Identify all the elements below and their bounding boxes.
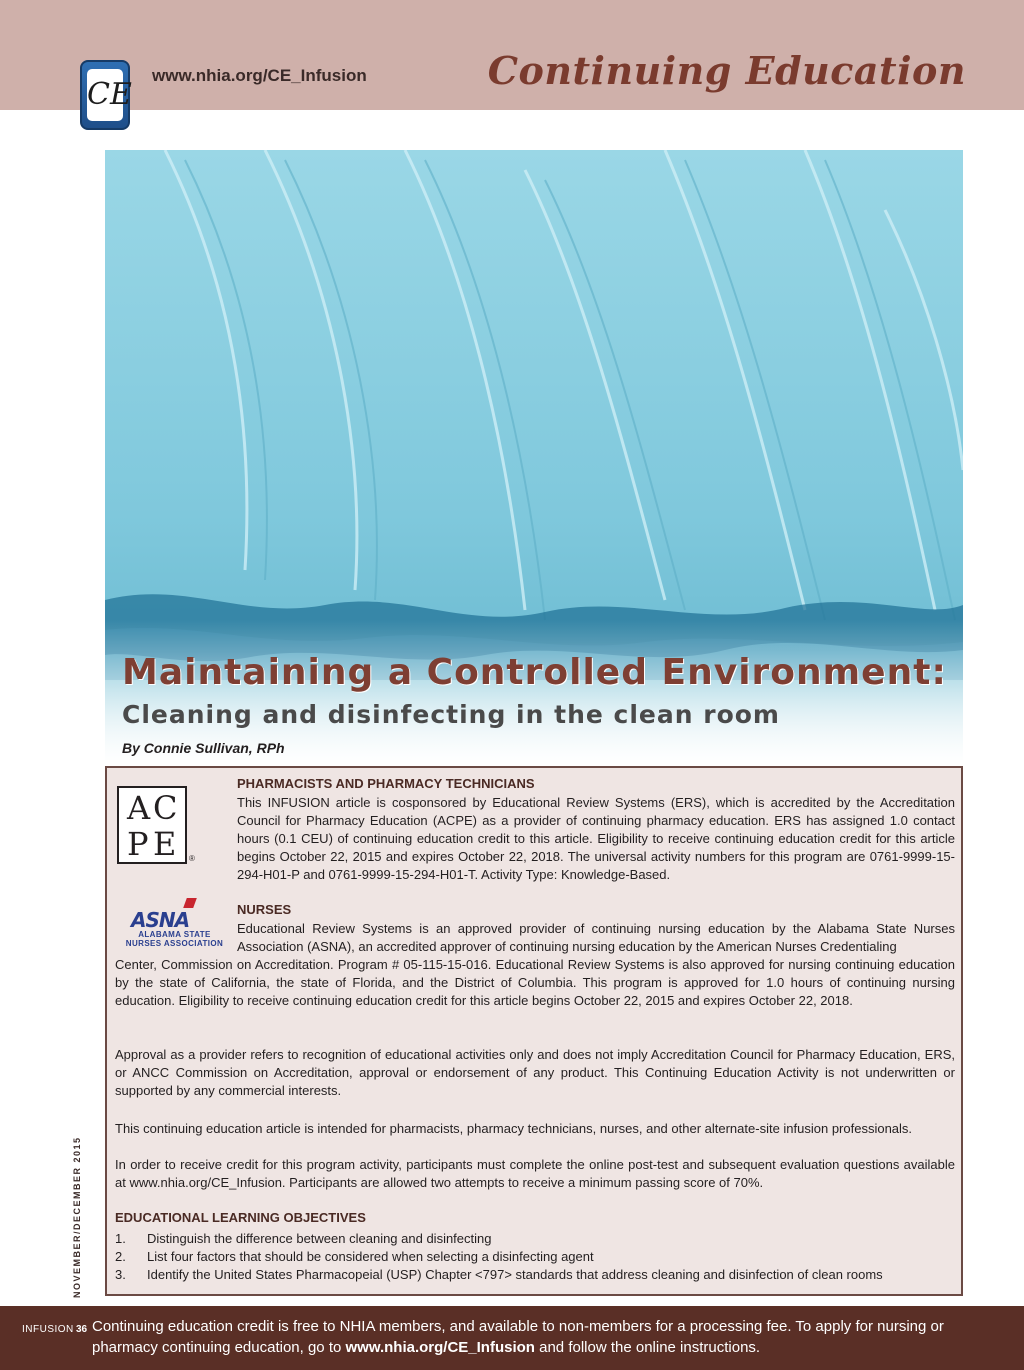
footer-text-after: and follow the online instructions. bbox=[534, 1339, 761, 1356]
pharmacists-text: This INFUSION article is cosponsored by Educational Review Systems (ERS), which is accredited by the Accreditation Council for Pharmacy Education (ACPE) as a provider of continuing pharmacy education. ERS has assigned 1.0 contact hours (0.1 CEU) of continuing education credit to this article. Eligibility to receive continuing education credit for this article begins October 22, 2015 and expires October 22, 2018. The universal activity numbers for this program are 0761-9999-15-294-H01-P and 0761-9999-15-294-H01-T. Activity Type: Knowledge-Based. bbox=[237, 795, 955, 882]
list-item bbox=[115, 1266, 955, 1284]
acpe-letter-c: C bbox=[153, 789, 178, 827]
approval-note: Approval as a provider refers to recognition of educational activities only and does not imply Accreditation Council for Pharmacy Education, ERS, or ANCC Commission on Accreditation, approval or endorsement of any product. This Continuing Education Activity is not underwritten or supported by any commercial interests. bbox=[115, 1047, 955, 1098]
footer-band bbox=[0, 1306, 1024, 1370]
audience-note: This continuing education article is intended for pharmacists, pharmacy technicians, nurses, and other alternate-site infusion professionals. bbox=[115, 1121, 913, 1136]
byline: By Connie Sullivan, RPh bbox=[122, 740, 285, 756]
article-title: Maintaining a Controlled Environment: bbox=[122, 652, 947, 693]
pharmacists-heading: PHARMACISTS AND PHARMACY TECHNICIANS bbox=[237, 776, 535, 791]
objective-text: List four factors that should be considered when selecting a disinfecting agent bbox=[147, 1249, 594, 1264]
objective-text: Identify the United States Pharmacopeial (USP) Chapter <797> standards that address cleaning and disinfection of clean rooms bbox=[147, 1267, 883, 1282]
nurses-text-rest: Center, Commission on Accreditation. Program # 05-115-15-016. Educational Review Systems is also approved for nursing continuing education by the state of California, the state of Florida, and the District of Columbia. This program is approved for 1.0 hours of continuing nursing education. Eligibility to receive continuing education credit for this article begins October 22, 2015 and expires October 22, 2018. bbox=[115, 957, 955, 1008]
list-item bbox=[115, 1230, 955, 1248]
asna-mark: ASNA bbox=[131, 908, 190, 932]
list-item bbox=[115, 1248, 955, 1266]
acpe-logo bbox=[117, 786, 187, 864]
ce-logo bbox=[80, 60, 130, 130]
objective-number: 1. bbox=[115, 1231, 126, 1246]
objective-text: Distinguish the difference between cleaning and disinfecting bbox=[147, 1231, 492, 1246]
section-title: Continuing Education bbox=[487, 48, 966, 93]
acpe-letter-a: A bbox=[127, 789, 151, 827]
objectives-heading: EDUCATIONAL LEARNING OBJECTIVES bbox=[115, 1210, 366, 1225]
asna-logo bbox=[117, 898, 232, 948]
page-number: 36 bbox=[76, 1324, 88, 1335]
article-subtitle: Cleaning and disinfecting in the clean room bbox=[122, 700, 780, 729]
objective-number: 3. bbox=[115, 1267, 126, 1282]
magazine-name: INFUSION bbox=[22, 1324, 74, 1335]
nurses-text-first: Educational Review Systems is an approved provider of continuing nursing education by the Alabama State Nurses Association (ASNA), an accredited approver of continuing nursing education by the American Nurses Credentialing bbox=[237, 921, 955, 954]
footer-text-before: Continuing education credit is free to NHIA members, and available to non-members for a processing fee. To apply for nursing or pharmacy continuing education, go to bbox=[92, 1318, 944, 1356]
issue-date: NOVEMBER/DECEMBER 2015 bbox=[72, 1136, 82, 1298]
footer-text bbox=[92, 1316, 992, 1358]
acpe-registered-mark: ® bbox=[189, 854, 195, 863]
acpe-letter-p: P bbox=[127, 825, 149, 863]
accreditation-box bbox=[105, 766, 963, 1296]
objective-number: 2. bbox=[115, 1249, 126, 1264]
asna-flag-icon bbox=[183, 898, 197, 908]
credit-note: In order to receive credit for this program activity, participants must complete the online post-test and subsequent evaluation questions available at www.nhia.org/CE_Infusion. Participants are allowed two attempts to receive a minimum passing score of 70%. bbox=[115, 1157, 955, 1190]
objectives-list bbox=[115, 1230, 955, 1284]
footer-link[interactable]: www.nhia.org/CE_Infusion bbox=[345, 1339, 535, 1356]
header-url[interactable]: www.nhia.org/CE_Infusion bbox=[152, 66, 367, 85]
asna-line-1: ALABAMA STATE bbox=[138, 930, 211, 939]
asna-line-2: NURSES ASSOCIATION bbox=[125, 939, 224, 948]
nurses-heading: NURSES bbox=[237, 902, 292, 917]
ce-logo-text: CE bbox=[87, 69, 123, 121]
acpe-letter-e: E bbox=[153, 825, 177, 863]
